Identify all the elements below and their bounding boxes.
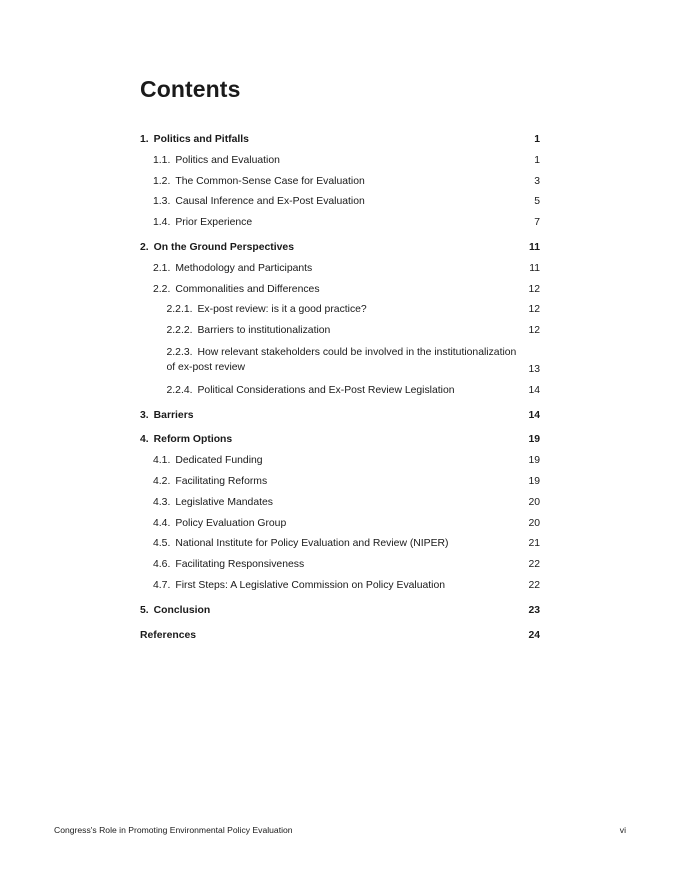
toc-entry-page: 14 [528,409,540,421]
toc-section-entry[interactable] [140,558,540,571]
toc-entry-label [140,133,528,146]
toc-entry-number: 2. [140,241,149,253]
toc-entry-page: 22 [528,559,540,571]
toc-chapter-group [140,629,540,642]
footer-page-number: vi [619,825,626,835]
toc-entry-title: Politics and Evaluation [175,154,280,166]
toc-entry-label [153,537,522,550]
toc-entry-page: 3 [534,175,540,187]
toc-section-entry[interactable] [140,262,540,275]
toc-entry-label [167,384,523,397]
toc-section-entry[interactable] [140,216,540,229]
toc-entry-label [153,216,528,229]
toc-section-entry[interactable] [140,475,540,488]
toc-entry-label [153,283,522,296]
toc-chapter-entry[interactable] [140,133,540,146]
toc-subsection-entry[interactable] [140,303,540,316]
toc-entry-title: Ex-post review: is it a good practice? [197,304,367,316]
toc-entry-page: 24 [528,629,540,641]
toc-entry-title: Policy Evaluation Group [175,517,287,529]
toc-entry-page: 23 [528,604,540,616]
toc-entry-title: Commonalities and Differences [175,283,320,295]
toc-entry-number: 1.3. [153,196,171,208]
toc-entry-number: 4.3. [153,496,171,508]
toc-section-entry[interactable] [140,195,540,208]
toc-entry-page: 19 [528,434,540,446]
toc-entry-number: 4.2. [153,475,171,487]
toc-entry-title: Barriers to institutionalization [197,325,331,337]
toc-entry-title: Facilitating Reforms [175,475,268,487]
toc-chapter-entry[interactable] [140,629,540,642]
toc-entry-number: 4.7. [153,579,171,591]
toc-entry-number: 2.2.3. [166,346,193,358]
toc-entry-title: Politics and Pitfalls [153,134,249,145]
toc-entry-page: 21 [528,538,540,550]
toc-entry-title: Methodology and Participants [175,262,313,274]
toc-subsection-entry[interactable] [140,345,540,376]
toc-entry-label [167,324,523,337]
toc-entry-number: 2.2. [153,283,171,295]
toc-chapter-entry[interactable] [140,241,540,254]
toc-entry-title: Causal Inference and Ex-Post Evaluation [175,196,365,208]
toc-entry-title: First Steps: A Legislative Commission on Policy Evaluation [175,579,446,591]
toc-entry-number: 4.5. [153,538,171,550]
toc-entry-title: On the Ground Perspectives [153,241,294,253]
toc-entry-number: 2.2.1. [166,304,193,316]
toc-entry-title: National Institute for Policy Evaluation and Review (NIPER) [175,538,449,550]
toc-entry-page: 12 [528,283,540,295]
toc-entry-title: The Common-Sense Case for Evaluation [175,175,365,187]
page-title: Contents [140,76,241,102]
footer-document-title: Congress's Role in Promoting Environmental Policy Evaluation [54,825,293,835]
toc-entry-number: 2.2.4. [166,384,193,396]
toc-entry-number: 4. [140,434,149,446]
toc-entry-title: How relevant stakeholders could be involved in the institutionalization of ex-post review [166,346,517,374]
toc-entry-number: 1.1. [153,154,171,166]
toc-entry-label [153,496,522,509]
toc-entry-page: 5 [534,196,540,208]
toc-entry-page: 19 [528,455,540,467]
toc-entry-page: 1 [534,134,540,145]
toc-entry-page: 14 [528,384,540,396]
toc-entry-number: 5. [140,604,149,616]
toc-entry-label [167,303,523,316]
toc-chapter-entry[interactable] [140,409,540,422]
toc-entry-number: 2.2.2. [166,325,193,337]
toc-entry-label [153,262,523,275]
toc-entry-title: Barriers [153,409,194,421]
toc-entry-number: 3. [140,409,149,421]
toc-entry-label [153,517,522,530]
toc-section-entry[interactable] [140,154,540,167]
toc-entry-label [153,195,528,208]
toc-entry-label [153,579,522,592]
toc-entry-label [153,475,522,488]
toc-section-entry[interactable] [140,283,540,296]
toc-section-entry[interactable] [140,454,540,467]
page-footer [54,825,626,835]
toc-entry-number: 4.4. [153,517,171,529]
toc-entry-label [153,175,528,188]
toc-entry-label [153,558,522,571]
table-of-contents [140,133,540,653]
toc-entry-page: 11 [529,241,540,253]
toc-entry-label [140,409,522,422]
toc-entry-page: 12 [528,304,540,316]
toc-entry-label [140,604,522,617]
toc-section-entry[interactable] [140,537,540,550]
toc-entry-page: 19 [528,475,540,487]
toc-entry-number: 4.1. [153,455,171,467]
toc-chapter-group [140,433,540,592]
toc-entry-page: 20 [528,496,540,508]
toc-entry-page: 11 [529,262,540,274]
toc-entry-title: Conclusion [153,604,211,616]
toc-chapter-group [140,604,540,617]
toc-entry-title: Dedicated Funding [175,455,263,467]
toc-section-entry[interactable] [140,579,540,592]
toc-entry-number: 2.1. [153,262,171,274]
toc-entry-label [140,629,522,642]
toc-entry-title: Prior Experience [175,217,253,229]
toc-entry-label [153,454,522,467]
toc-entry-page: 1 [534,154,540,166]
toc-entry-title: Reform Options [153,434,233,446]
toc-entry-page: 22 [528,579,540,591]
toc-chapter-entry[interactable] [140,604,540,617]
toc-entry-label [153,154,528,167]
toc-entry-title: Legislative Mandates [175,496,273,508]
toc-entry-title: Political Considerations and Ex-Post Review Legislation [197,384,455,396]
toc-section-entry[interactable] [140,517,540,530]
toc-entry-label [140,241,523,254]
toc-subsection-entry[interactable] [140,324,540,337]
toc-entry-title: Facilitating Responsiveness [175,559,305,571]
toc-entry-page: 7 [534,217,540,229]
toc-entry-number: 4.6. [153,559,171,571]
toc-chapter-group [140,133,540,229]
toc-section-entry[interactable] [140,175,540,188]
toc-entry-label [140,433,522,446]
toc-chapter-group [140,409,540,422]
toc-subsection-entry[interactable] [140,384,540,397]
toc-chapter-group [140,241,540,397]
toc-entry-number: 1.4. [153,217,171,229]
toc-chapter-entry[interactable] [140,433,540,446]
toc-entry-label [167,345,523,376]
toc-entry-page: 12 [528,325,540,337]
toc-entry-number: 1. [140,134,149,145]
toc-entry-page: 20 [528,517,540,529]
toc-entry-page: 13 [528,363,540,375]
toc-section-entry[interactable] [140,496,540,509]
toc-entry-number: 1.2. [153,175,171,187]
toc-entry-title: References [140,629,197,641]
